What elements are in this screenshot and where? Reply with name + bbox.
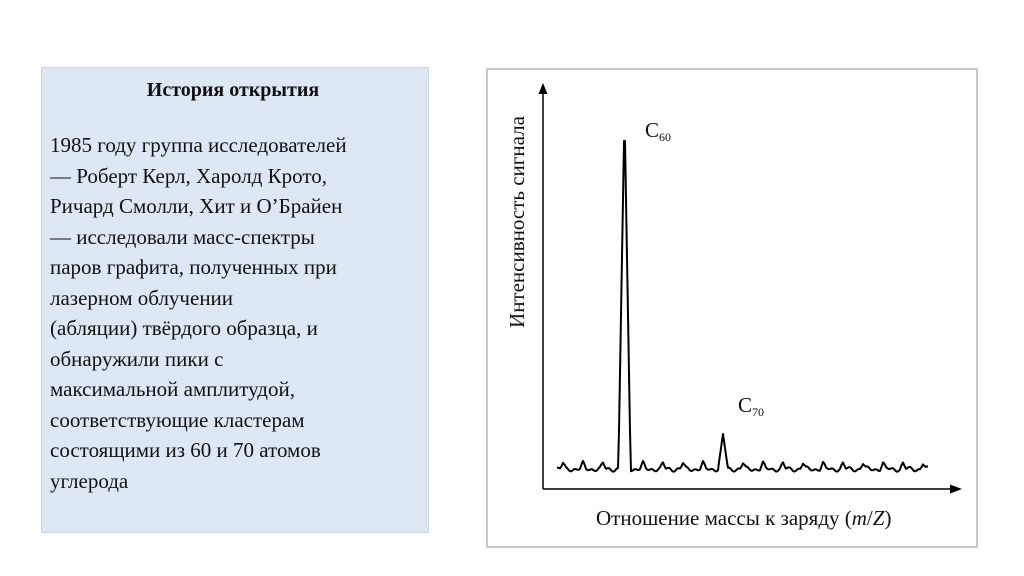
peak-label-c60 [645, 118, 671, 149]
x-axis-label-m: m [851, 506, 867, 530]
peak-label-c60-subscript: 60 [659, 130, 672, 144]
peak-label-c70-symbol: C [738, 393, 753, 417]
x-axis-label [596, 505, 966, 531]
peak-label-c70 [738, 393, 764, 424]
x-axis-label-z: Z [872, 506, 885, 530]
x-axis-label-suffix: ) [884, 506, 892, 530]
x-axis-arrow [950, 485, 962, 494]
x-axis-label-slash: / [866, 506, 873, 530]
y-axis-arrow [539, 83, 548, 94]
peak-label-c70-subscript: 70 [752, 405, 765, 419]
peak-label-c60-symbol: C [645, 118, 660, 142]
history-text: 1985 году группа исследователей — Роберт Керл, Харолд Крото, Ричард Смолли, Хит и О’Брайен — исследовали масс-спектры паров графита, полученных при лазерном облучении (абляции) твёрдого образца, и обнаружили пики с максимальной амплитудой, соответствующие кластерам состоящими из 60 и 70 атомов углерода [50, 133, 347, 493]
x-axis-label-prefix: Отношение массы к заряду ( [596, 506, 852, 530]
y-axis-label-text: Интенсивность сигнала [505, 116, 529, 328]
history-title: История открытия [146, 79, 320, 101]
